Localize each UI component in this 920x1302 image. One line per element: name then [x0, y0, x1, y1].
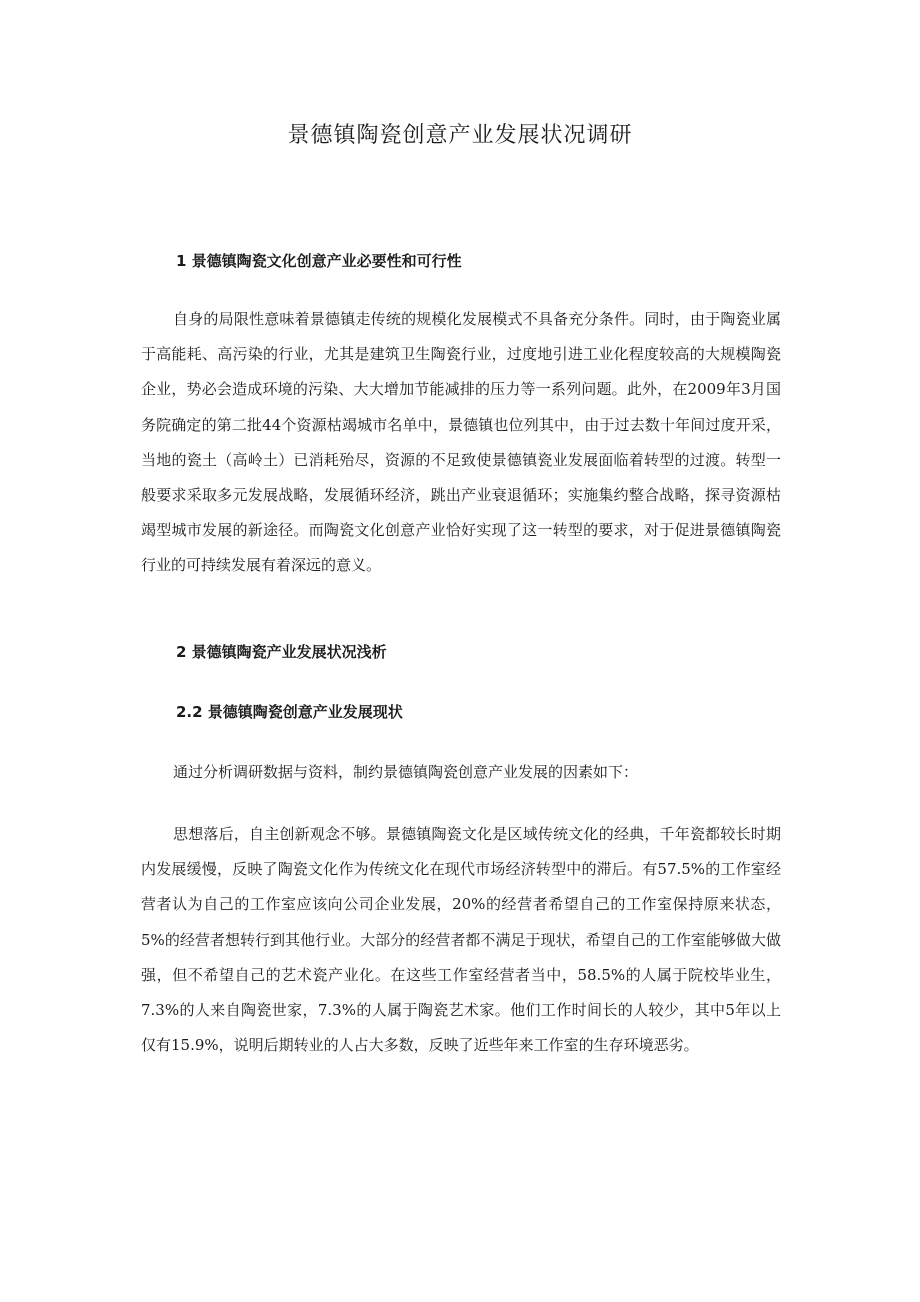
section-heading-2: 2 景德镇陶瓷产业发展状况浅析 — [176, 643, 387, 661]
paragraph-necessity: 自身的局限性意味着景德镇走传统的规模化发展模式不具备充分条件。同时，由于陶瓷业属于高能耗、高污染的行业，尤其是建筑卫生陶瓷行业，过度地引进工业化程度较高的大规模陶瓷企业，势必会造成环境的污染、大大增加节能减排的压力等一系列问题。此外，在2009年3月国务院确定的第二批44个资源枯竭城市名单中，景德镇也位列其中，由于过去数十年间过度开采，当地的瓷土（高岭土）已消耗殆尽，资源的不足致使景德镇瓷业发展面临着转型的过渡。转型一般要求采取多元发展战略，发展循环经济，跳出产业衰退循环；实施集约整合战略，探寻资源枯竭型城市发展的新途径。而陶瓷文化创意产业恰好实现了这一转型的要求，对于促进景德镇陶瓷行业的可持续发展有着深远的意义。 — [141, 310, 781, 575]
section-heading-2-2: 2.2 景德镇陶瓷创意产业发展现状 — [176, 703, 403, 721]
paragraph-thinking-backward: 思想落后，自主创新观念不够。景德镇陶瓷文化是区域传统文化的经典，千年瓷都较长时期内发展缓慢，反映了陶瓷文化作为传统文化在现代市场经济转型中的滞后。有57.5%的工作室经营者认为自己的工作室应该向公司企业发展，20%的经营者希望自己的工作室保持原来状态，5%的经营者想转行到其他行业。大部分的经营者都不满足于现状，希望自己的工作室能够做大做强，但不希望自己的艺术瓷产业化。在这些工作室经营者当中，58.5%的人属于院校毕业生，7.3%的人来自陶瓷世家，7.3%的人属于陶瓷艺术家。他们工作时间长的人较少，其中5年以上仅有15.9%，说明后期转业的人占大多数，反映了近些年来工作室的生存环境恶劣。 — [141, 825, 781, 1055]
document-title: 景德镇陶瓷创意产业发展状况调研 — [287, 123, 633, 148]
section-heading-1: 1 景德镇陶瓷文化创意产业必要性和可行性 — [176, 252, 462, 270]
paragraph-intro-factors: 通过分析调研数据与资料，制约景德镇陶瓷创意产业发展的因素如下： — [173, 763, 639, 781]
